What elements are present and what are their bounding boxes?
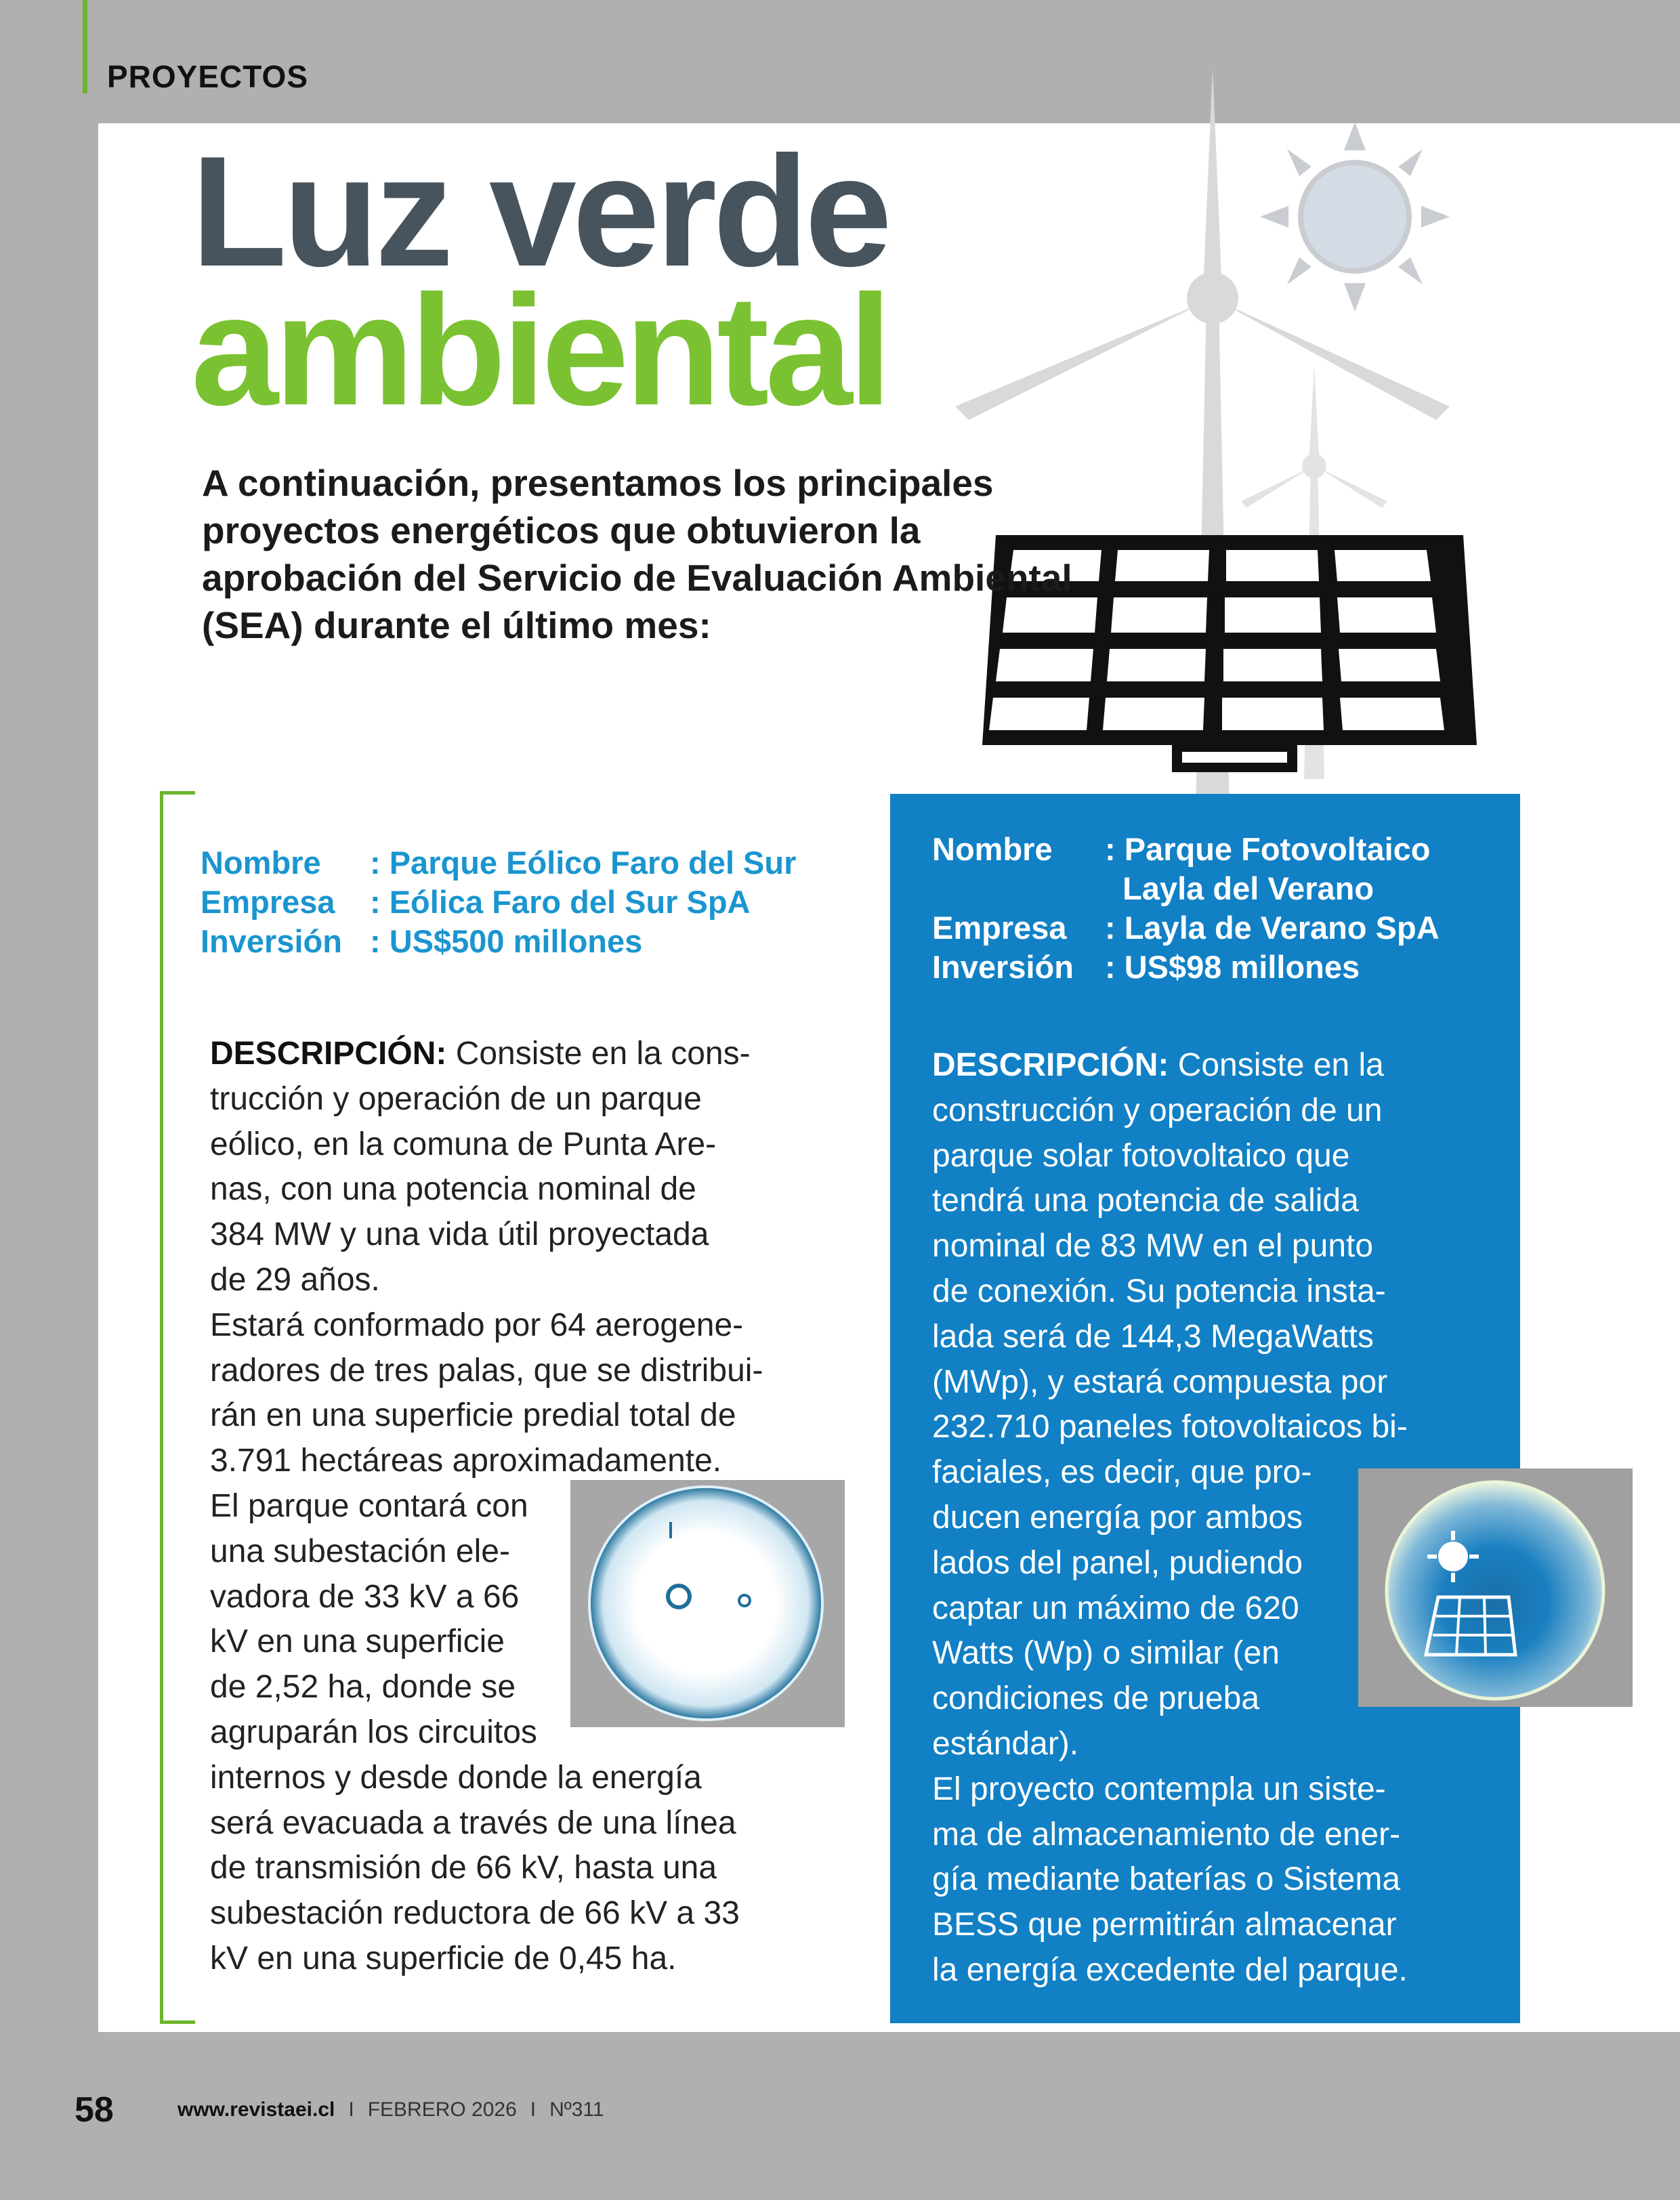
intro-paragraph: A continuación, presentamos los principales proyectos energéticos que obtuvieron la aprobación del Servicio de Evaluación Ambiental (SEA) durante el último mes:: [202, 462, 1072, 646]
description-line: Watts (Wp) o similar (en: [932, 1635, 1280, 1672]
footer-url[interactable]: www.revistaei.cl: [177, 2098, 335, 2121]
description-line: nominal de 83 MW en el punto: [932, 1228, 1374, 1265]
article-title: [191, 124, 888, 438]
description-line: rán en una superficie predial total de: [210, 1397, 736, 1434]
info-row: [201, 843, 796, 883]
description-line: El proyecto contempla un siste-: [932, 1771, 1386, 1807]
info-row: [201, 883, 796, 922]
description-line: Estará conformado por 64 aerogene-: [210, 1307, 744, 1343]
info-label: [932, 869, 1105, 908]
info-row: [932, 948, 1440, 987]
description-heading: DESCRIPCIÓN:: [210, 1036, 447, 1072]
description-line: de conexión. Su potencia insta-: [932, 1273, 1386, 1309]
description-line: gía mediante baterías o Sistema: [932, 1861, 1401, 1898]
info-row: [932, 908, 1440, 948]
info-label: Inversión: [932, 949, 1074, 985]
description-line: subestación reductora de 66 kV a 33: [210, 1895, 740, 1932]
description-line: Consiste en la cons-: [446, 1036, 751, 1072]
footer: [177, 2098, 604, 2121]
description-line: lada será de 144,3 MegaWatts: [932, 1318, 1374, 1355]
description-line: parque solar fotovoltaico que: [932, 1137, 1350, 1174]
info-row: [201, 922, 796, 961]
description-line: captar un máximo de 620: [932, 1590, 1299, 1626]
description-line: lados del panel, pudiendo: [932, 1544, 1303, 1581]
description-line: (MWp), y estará compuesta por: [932, 1363, 1388, 1400]
description-line: trucción y operación de un parque: [210, 1080, 702, 1117]
description-line: Consiste en la: [1169, 1047, 1384, 1083]
info-label: Nombre: [201, 845, 321, 881]
description-line: la energía excedente del parque.: [932, 1951, 1408, 1988]
info-value: : US$98 millones: [1105, 949, 1360, 985]
description-line: estándar).: [932, 1725, 1079, 1762]
right-project-info: [932, 830, 1440, 987]
info-label: Empresa: [201, 884, 335, 920]
footer-date: FEBRERO 2026: [367, 2098, 517, 2121]
info-value: Layla del Verano: [1105, 870, 1374, 906]
info-value: : US$500 millones: [370, 923, 643, 959]
footer-issue: Nº311: [549, 2098, 604, 2121]
title-line-1: Luz verde: [191, 124, 888, 299]
description-line: de transmisión de 66 kV, hasta una: [210, 1850, 717, 1886]
info-label: Nombre: [932, 831, 1053, 867]
description-line: vadora de 33 kV a 66: [210, 1578, 520, 1615]
description-line: radores de tres palas, que se distribui-: [210, 1352, 763, 1389]
info-value: : Parque Fotovoltaico: [1105, 831, 1431, 867]
title-line-2: ambiental: [191, 263, 888, 438]
description-line: de 2,52 ha, donde se: [210, 1669, 516, 1706]
description-line: El parque contará con: [210, 1487, 528, 1524]
description-line: kV en una superficie de 0,45 ha.: [210, 1940, 677, 1976]
wind-subestation-icon: [570, 1480, 845, 1727]
description-line: BESS que permitirán almacenar: [932, 1907, 1397, 1943]
description-line: agruparán los circuitos: [210, 1714, 537, 1750]
info-label: Inversión: [201, 923, 342, 959]
info-row: [932, 869, 1440, 908]
left-project-info: [201, 843, 796, 961]
description-line: kV en una superficie: [210, 1624, 505, 1660]
description-line: nas, con una potencia nominal de: [210, 1171, 696, 1208]
description-line: una subestación ele-: [210, 1533, 510, 1569]
energy-illustration: [948, 68, 1531, 813]
description-line: condiciones de prueba: [932, 1680, 1260, 1717]
description-heading: DESCRIPCIÓN:: [932, 1047, 1169, 1083]
footer-separator: I: [348, 2098, 354, 2121]
description-line: construcción y operación de un: [932, 1092, 1383, 1128]
description-line: ma de almacenamiento de ener-: [932, 1816, 1401, 1853]
info-value: : Parque Eólico Faro del Sur: [370, 845, 797, 881]
description-line: será evacuada a través de una línea: [210, 1804, 736, 1841]
section-label: PROYECTOS: [107, 59, 308, 94]
info-row: [932, 830, 1440, 869]
description-line: de 29 años.: [210, 1261, 380, 1298]
description-line: 232.710 paneles fotovoltaicos bi-: [932, 1409, 1408, 1445]
sun-icon: [1260, 122, 1450, 312]
info-value: : Layla de Verano SpA: [1105, 910, 1440, 946]
solar-panel-photo-icon: [1358, 1468, 1633, 1707]
description-line: faciales, es decir, que pro-: [932, 1454, 1312, 1491]
left-bracket: [160, 791, 195, 2024]
description-line: internos y desde donde la energía: [210, 1759, 702, 1796]
description-line: ducen energía por ambos: [932, 1499, 1303, 1536]
description-line: 384 MW y una vida útil proyectada: [210, 1217, 709, 1253]
footer-separator: I: [530, 2098, 537, 2121]
page-number: 58: [75, 2090, 114, 2130]
section-bar: [83, 0, 87, 93]
description-line: 3.791 hectáreas aproximadamente.: [210, 1443, 722, 1479]
info-label: Empresa: [932, 910, 1067, 946]
info-value: : Eólica Faro del Sur SpA: [370, 884, 751, 920]
description-line: tendrá una potencia de salida: [932, 1183, 1359, 1219]
description-line: eólico, en la comuna de Punta Are-: [210, 1126, 717, 1162]
